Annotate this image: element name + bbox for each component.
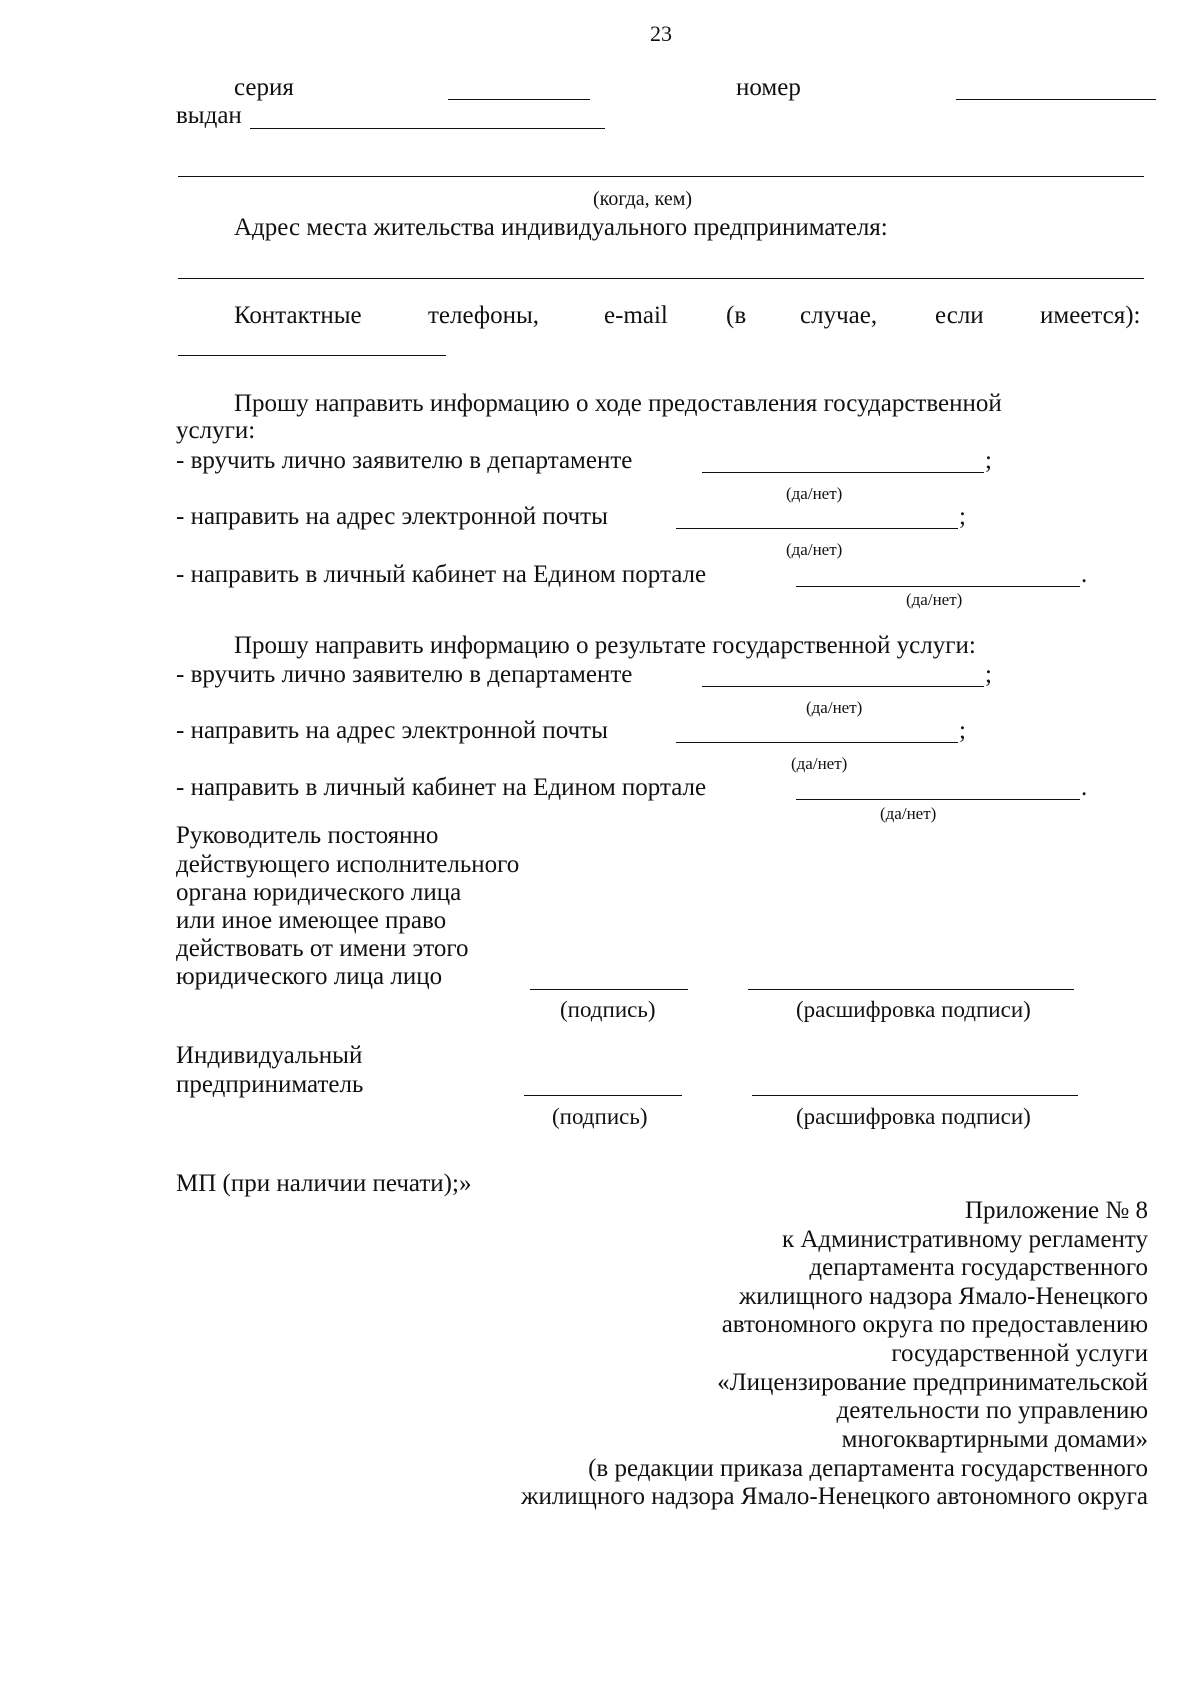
appendix-line-10: (в редакции приказа департамента государственного	[588, 1455, 1148, 1482]
series-field[interactable]	[448, 99, 590, 100]
result-intro: Прошу направить информацию о результате государственной услуги:	[234, 632, 976, 659]
stamp-note: МП (при наличии печати);»	[176, 1170, 472, 1197]
head-decoding-field[interactable]	[748, 989, 1074, 990]
progress-in-person-suffix: ;	[985, 447, 992, 474]
head-signature-field[interactable]	[530, 989, 688, 990]
number-field[interactable]	[956, 99, 1156, 100]
progress-portal-suffix: .	[1081, 561, 1088, 588]
progress-portal-hint: (да/нет)	[906, 590, 963, 609]
result-in-person-field[interactable]	[702, 686, 984, 687]
progress-in-person-field[interactable]	[702, 472, 984, 473]
appendix-line-6: государственной услуги	[891, 1340, 1148, 1367]
address-field[interactable]	[178, 278, 1144, 279]
address-label: Адрес места жительства индивидуального предпринимателя:	[234, 214, 888, 241]
result-in-person-suffix: ;	[985, 661, 992, 688]
page-number: 23	[650, 21, 672, 46]
contacts-word-1: Контактные	[234, 302, 362, 329]
result-option-portal: - направить в личный кабинет на Едином портале	[176, 774, 707, 801]
progress-intro-line1: Прошу направить информацию о ходе предоставления государственной	[234, 390, 1002, 417]
appendix-line-7: «Лицензирование предпринимательской	[717, 1369, 1148, 1396]
entrepreneur-decoding-field[interactable]	[752, 1095, 1078, 1096]
head-signature-hint: (подпись)	[560, 997, 656, 1022]
result-portal-suffix: .	[1081, 774, 1088, 801]
progress-email-field[interactable]	[676, 528, 958, 529]
contacts-word-5: случае,	[800, 302, 878, 329]
contacts-word-2: телефоны,	[428, 302, 540, 329]
issued-label: выдан	[176, 102, 242, 129]
when-by-whom-hint: (когда, кем)	[593, 188, 693, 210]
progress-portal-field[interactable]	[796, 586, 1080, 587]
series-label: серия	[234, 74, 294, 101]
number-label: номер	[736, 74, 801, 101]
result-portal-hint: (да/нет)	[880, 804, 937, 823]
entrepreneur-signature-hint: (подпись)	[552, 1104, 648, 1129]
head-decoding-hint: (расшифровка подписи)	[796, 997, 1031, 1022]
progress-option-portal: - направить в личный кабинет на Едином портале	[176, 561, 707, 588]
head-signature-line-6: юридического лица лицо	[176, 963, 443, 990]
appendix-line-2: к Административному регламенту	[781, 1226, 1148, 1253]
result-option-email: - направить на адрес электронной почты	[176, 717, 608, 744]
head-signature-line-2: действующего исполнительного	[176, 851, 520, 878]
entrepreneur-signature-line-1: Индивидуальный	[176, 1042, 363, 1069]
contacts-word-3: e-mail	[604, 302, 668, 329]
head-signature-line-1: Руководитель постоянно	[176, 822, 439, 849]
progress-option-in-person: - вручить лично заявителю в департаменте	[176, 447, 633, 474]
issued-field[interactable]	[250, 128, 605, 129]
appendix-line-11: жилищного надзора Ямало-Ненецкого автономного округа	[521, 1483, 1148, 1510]
entrepreneur-signature-line-2: предприниматель	[176, 1071, 364, 1098]
contacts-field[interactable]	[178, 355, 446, 356]
appendix-line-9: многоквартирными домами»	[841, 1426, 1148, 1453]
appendix-line-3: департамента государственного	[809, 1254, 1148, 1281]
result-email-hint: (да/нет)	[791, 754, 848, 773]
head-signature-line-4: или иное имеющее право	[176, 907, 447, 934]
appendix-line-5: автономного округа по предоставлению	[721, 1311, 1148, 1338]
contacts-word-4: (в	[726, 302, 747, 329]
progress-email-suffix: ;	[959, 503, 966, 530]
contacts-word-7: имеется):	[1040, 302, 1141, 329]
entrepreneur-signature-field[interactable]	[524, 1095, 682, 1096]
result-email-suffix: ;	[959, 717, 966, 744]
head-signature-line-3: органа юридического лица	[176, 879, 462, 906]
progress-in-person-hint: (да/нет)	[786, 484, 843, 503]
appendix-line-1: Приложение № 8	[964, 1197, 1148, 1224]
result-in-person-hint: (да/нет)	[806, 698, 863, 717]
result-email-field[interactable]	[676, 742, 958, 743]
appendix-line-8: деятельности по управлению	[836, 1397, 1148, 1424]
entrepreneur-decoding-hint: (расшифровка подписи)	[796, 1104, 1031, 1129]
result-portal-field[interactable]	[796, 799, 1080, 800]
progress-email-hint: (да/нет)	[786, 540, 843, 559]
progress-option-email: - направить на адрес электронной почты	[176, 503, 608, 530]
issued-details-field[interactable]	[178, 176, 1144, 177]
result-option-in-person: - вручить лично заявителю в департаменте	[176, 661, 633, 688]
progress-intro-line2: услуги:	[176, 417, 256, 444]
contacts-word-6: если	[935, 302, 984, 329]
appendix-line-4: жилищного надзора Ямало-Ненецкого	[738, 1283, 1148, 1310]
head-signature-line-5: действовать от имени этого	[176, 935, 469, 962]
